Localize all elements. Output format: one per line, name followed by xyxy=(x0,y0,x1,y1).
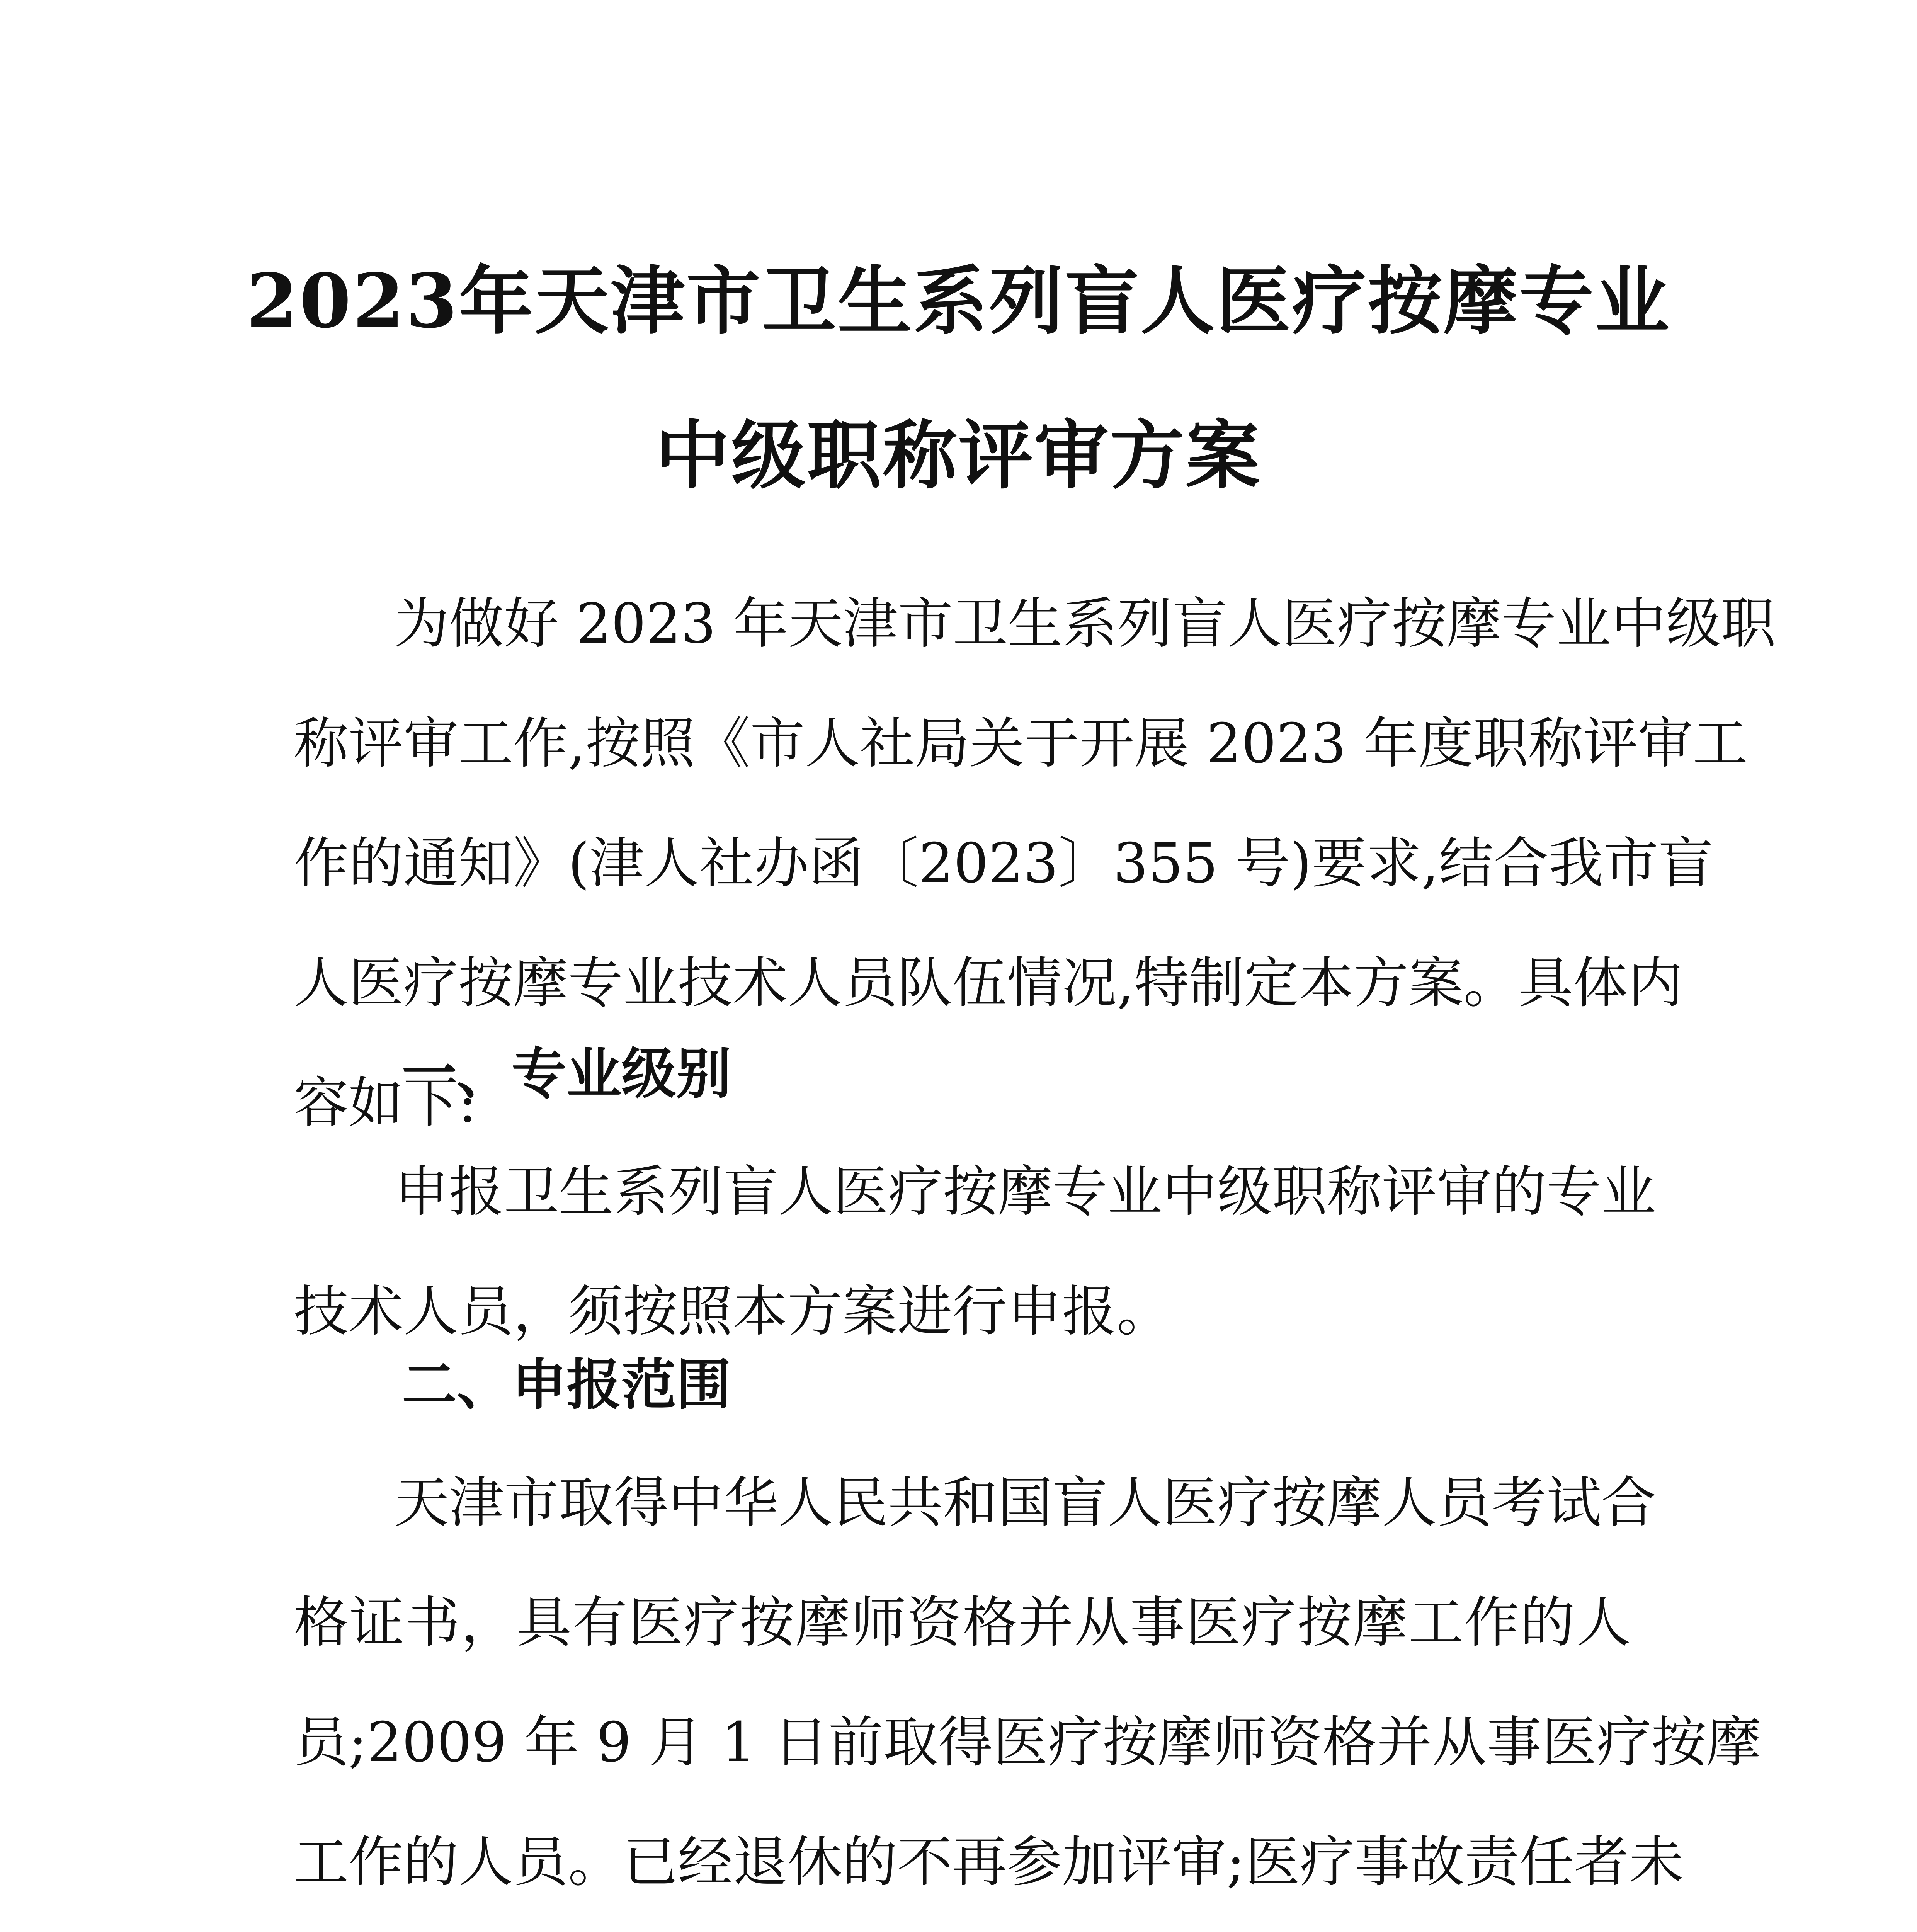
paragraph-line xyxy=(294,1922,1631,1932)
intro-line: 作的通知》(津人社办函〔2023〕355 号)要求,结合我市盲 xyxy=(294,832,1713,895)
paragraph-line: 天津市取得中华人民共和国盲人医疗按摩人员考试合 xyxy=(394,1471,1656,1535)
section-level-paragraph xyxy=(294,1132,1656,1372)
intro-line: 容如下: xyxy=(294,1071,477,1135)
document-title-line-2: 中级职称评审方案 xyxy=(655,412,1262,499)
intro-line: 称评审工作,按照《市人社局关于开展 2023 年度职称评审工 xyxy=(294,712,1748,776)
intro-line: 人医疗按摩专业技术人员队伍情况,特制定本方案。具体内 xyxy=(294,951,1683,1015)
paragraph-line: 员;2009 年 9 月 1 日前取得医疗按摩师资格并从事医疗按摩 xyxy=(294,1711,1761,1774)
section-heading-level: 一、专业级别 xyxy=(402,1042,731,1106)
paragraph-line: 工作的人员。已经退休的不再参加评审;医疗事故责任者未 xyxy=(294,1830,1684,1894)
intro-line: 为做好 2023 年天津市卫生系列盲人医疗按摩专业中级职 xyxy=(394,592,1776,656)
paragraph-line: 格证书，具有医疗按摩师资格并从事医疗按摩工作的人 xyxy=(294,1591,1631,1655)
section-heading-scope: 二、申报范围 xyxy=(402,1353,731,1417)
section-scope-paragraph xyxy=(294,1443,1761,1932)
paragraph-line: 技术人员，须按照本方案进行申报。 xyxy=(294,1280,1172,1344)
document-title-line-1: 2023年天津市卫生系列盲人医疗按摩专业 xyxy=(246,258,1671,345)
paragraph-line: 申报卫生系列盲人医疗按摩专业中级职称评审的专业 xyxy=(394,1160,1656,1224)
